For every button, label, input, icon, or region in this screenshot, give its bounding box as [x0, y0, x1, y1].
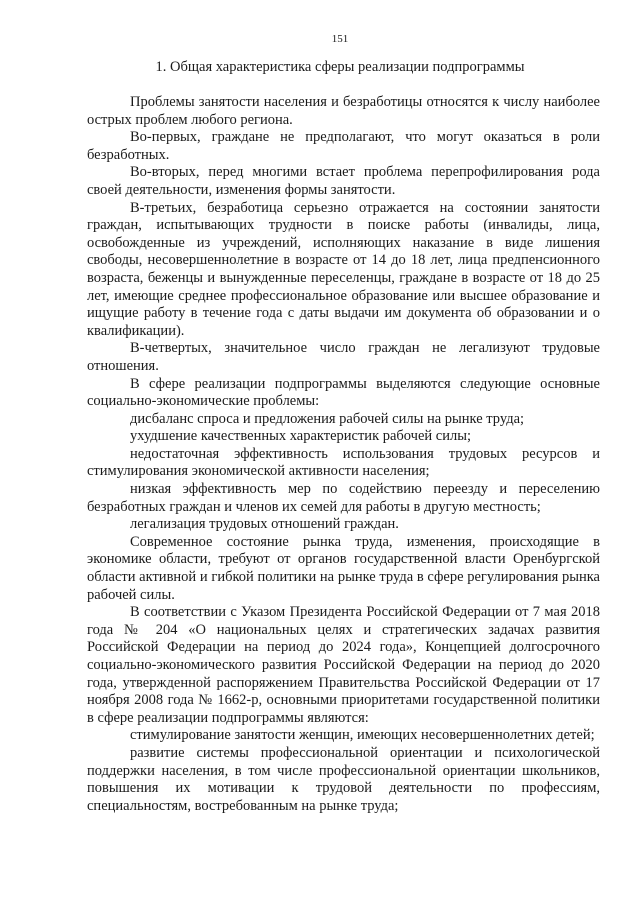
document-body: [87, 94, 600, 815]
paragraph: В соответствии с Указом Президента Российской Федерации от 7 мая 2018 года № 204 «О национальных целях и стратегических задачах развития Российской Федерации на период до 2024 года», Концепцией долгосрочного социально-экономического развития Российской Федерации на период до 2020 года, утвержденной распоряжением Правительства Российской Федерации от 17 ноября 2008 года № 1662-р, основными приоритетами государственной политики в сфере реализации подпрограммы являются:: [87, 604, 600, 726]
list-item: дисбаланс спроса и предложения рабочей силы на рынке труда;: [130, 410, 525, 427]
paragraph: В-четвертых, значительное число граждан не легализуют трудовые отношения.: [87, 340, 600, 374]
section-heading: 1. Общая характеристика сферы реализации подпрограммы: [155, 59, 525, 75]
list-item: ухудшение качественных характеристик рабочей силы;: [130, 428, 471, 445]
list-item: недостаточная эффективность использования трудовых ресурсов и стимулирования экономической активности населения;: [87, 445, 600, 480]
paragraph: Современное состояние рынка труда, изменения, происходящие в экономике области, требуют от органов государственной власти Оренбургской области активной и гибкой политики на рынке труда в сфере регулирования рынка рабочей силы.: [87, 533, 600, 603]
paragraph: Во-вторых, перед многими встает проблема перепрофилирования рода своей деятельности, изменения формы занятости.: [87, 164, 600, 198]
paragraph: Во-первых, граждане не предполагают, что могут оказаться в роли безработных.: [87, 129, 600, 163]
list-item: развитие системы профессиональной ориентации и психологической поддержки населения, в том числе профессиональной ориентации школьников, повышения их мотивации к трудовой деятельности по профессиям, специальностям, востребованным на рынке труда;: [87, 744, 600, 814]
list-item: стимулирование занятости женщин, имеющих несовершеннолетних детей;: [130, 727, 595, 744]
list-item: низкая эффективность мер по содействию переезду и переселению безработных граждан и членов их семей для работы в другую местность;: [87, 481, 600, 515]
paragraph: В-третьих, безработица серьезно отражается на состоянии занятости граждан, испытывающих трудности в поиске работы (инвалиды, лица, освобожденные из учреждений, исполняющих наказание в виде лишения свободы, несовершеннолетние в возрасте от 14 до 18 лет, лица предпенсионного возраста, беженцы и вынужденные переселенцы, граждане в возрасте от 18 до 25 лет, имеющие среднее профессиональное образование или высшее образование и ищущие работу в течение года с даты выдачи им документа об образовании и о квалификации).: [87, 199, 600, 339]
page-number: 151: [331, 33, 349, 45]
list-item: легализация трудовых отношений граждан.: [130, 516, 399, 533]
paragraph: Проблемы занятости населения и безработицы относятся к числу наиболее острых проблем любого региона.: [87, 94, 600, 128]
paragraph: В сфере реализации подпрограммы выделяются следующие основные социально-экономические проблемы:: [87, 375, 600, 410]
